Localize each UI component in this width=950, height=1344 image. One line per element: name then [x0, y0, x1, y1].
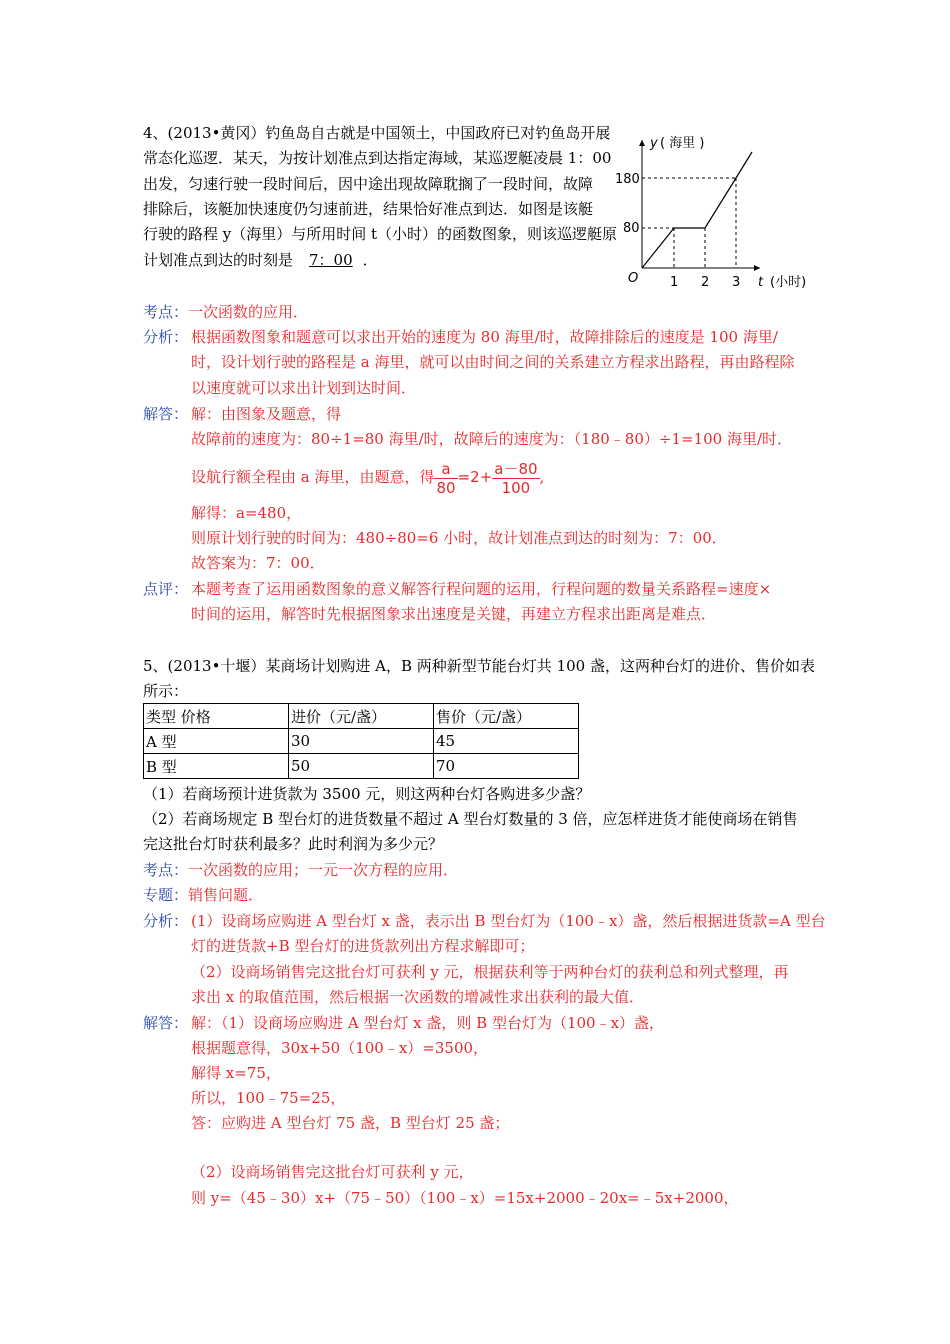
q4-text-line-4: 排除后，该艇加快速度仍匀速前进，结果恰好准点到达．如图是该艇: [143, 200, 594, 218]
q4-text-line-3: 出发，匀速行驶一段时间后，因中途出现故障耽搁了一段时间，故障: [143, 175, 594, 193]
q4-frac-a-minus-80-over-100: [492, 460, 539, 497]
q4-jieda-line-4: 解得：a=480，: [191, 504, 302, 522]
q4-text-line-5: 行驶的路程 y（海里）与所用时间 t（小时）的函数图象，则该巡逻艇原: [143, 225, 618, 243]
frac1-numerator: a: [434, 460, 457, 479]
q5-fenxi-line-4: 求出 x 的取值范围，然后根据一次函数的增减性求出获利的最大值．: [191, 988, 644, 1006]
q5-jieda-line-3: 解得 x=75，: [191, 1064, 281, 1082]
frac2-denominator: 100: [501, 478, 531, 497]
q4-fenxi-line-1: 根据函数图象和题意可以求出开始的速度为 80 海里/时，故障排除后的速度是 100 海里/: [191, 328, 778, 346]
q5-jieda-line-6: （2）设商场销售完这批台灯可获利 y 元，: [191, 1163, 474, 1181]
table-row: [144, 729, 579, 754]
x-tick-1: 1: [670, 275, 679, 290]
q4-equation-mid: =2+: [457, 468, 493, 486]
q5-fenxi-line-3: （2）设商场销售完这批台灯可获利 y 元，根据获利等于两种台灯的获利总和列式整理，再: [191, 963, 789, 981]
q4-text-line-6: [143, 248, 378, 273]
table-row: [144, 754, 579, 779]
x-axis-label: t: [758, 275, 764, 290]
q4-dianping-label: 点评：: [143, 580, 189, 598]
q4-equation-prefix: 设航行额全程由 a 海里，由题意，得: [191, 468, 435, 486]
y-axis-unit: ( 海里 ): [660, 136, 705, 151]
q5-jieda-line-7: 则 y=（45﹣30）x+（75﹣50）（100﹣x）=15x+2000﹣20x=﹣5x+2000，: [191, 1189, 739, 1207]
q4-distance-time-graph: [612, 126, 827, 296]
table-header-row: [144, 704, 579, 729]
q5-jieda-label: 解答：: [143, 1014, 189, 1032]
table-header-cell: 类型 价格: [144, 704, 289, 729]
q4-equation-end: ,: [539, 468, 545, 486]
q4-jieda-label: 解答：: [143, 405, 189, 423]
table-cell: 70: [434, 754, 579, 779]
origin-label: O: [628, 271, 639, 286]
q4-question-suffix: ．: [362, 251, 378, 269]
q4-fenxi-line-3: 以速度就可以求出计划到达时间．: [191, 379, 417, 397]
table-cell: 30: [289, 729, 434, 754]
q5-kaodian-label: 考点：: [143, 861, 189, 879]
q5-text-line-1: 5、(2013•十堰）某商场计划购进 A，B 两种新型节能台灯共 100 盏，这两种台灯的进价、售价如表: [143, 657, 815, 675]
q5-text-line-2: 所示：: [143, 682, 189, 700]
q5-sub2-line-1: （2）若商场规定 B 型台灯的进货数量不超过 A 型台灯数量的 3 倍，应怎样进货才能使商场在销售: [143, 810, 798, 828]
q5-kaodian: [143, 858, 458, 883]
q5-zhuanti: [143, 883, 263, 908]
table-header-cell: 进价（元/盏）: [289, 704, 434, 729]
q4-jieda-line-2: 故障前的速度为：80÷1=80 海里/时，故障后的速度为：（180﹣80）÷1=100 海里/时．: [191, 430, 793, 448]
frac1-denominator: 80: [436, 478, 456, 497]
q5-jieda-line-2: 根据题意得，30x+50（100﹣x）=3500，: [191, 1039, 489, 1057]
q4-text-line-2: 常态化巡逻．某天，为按计划准点到达指定海域，某巡逻艇凌晨 1：00: [143, 149, 612, 167]
q4-jieda-line-5: 则原计划行驶的时间为：480÷80=6 小时，故计划准点到达的时刻为：7：00．: [191, 529, 727, 547]
x-axis-unit: (小时): [770, 275, 807, 290]
frac2-numerator: a－80: [494, 459, 538, 478]
q5-sub2-line-2: 完这批台灯时获利最多？此时利润为多少元？: [143, 835, 444, 853]
q4-kaodian-label: 考点：: [143, 303, 189, 321]
q5-fenxi-line-1: (1）设商场应购进 A 型台灯 x 盏，表示出 B 型台灯为（100﹣x）盏，然后根据进货款=A 型台: [191, 912, 826, 930]
q5-jieda-line-1: 解：（1）设商场应购进 A 型台灯 x 盏，则 B 型台灯为（100﹣x）盏，: [191, 1014, 665, 1032]
q4-fenxi-line-2: 时，设计划行驶的路程是 a 海里，就可以由时间之间的关系建立方程求出路程，再由路程除: [191, 353, 795, 371]
y-tick-180: 180: [615, 172, 640, 187]
x-tick-2: 2: [701, 275, 710, 290]
q4-dianping-line-1: 本题考查了运用函数图象的意义解答行程问题的运用，行程问题的数量关系路程=速度×: [191, 580, 772, 598]
table-cell: B 型: [144, 754, 289, 779]
q4-text-line-1: 4、(2013•黄冈）钓鱼岛自古就是中国领土，中国政府已对钓鱼岛开展: [143, 124, 611, 142]
q5-fenxi-line-2: 灯的进货款+B 型台灯的进货款列出方程求解即可；: [191, 937, 535, 955]
table-cell: A 型: [144, 729, 289, 754]
y-tick-80: 80: [623, 221, 640, 236]
q4-kaodian-text: 一次函数的应用．: [188, 303, 309, 321]
q5-sub1: （1）若商场预计进货款为 3500 元，则这两种台灯各购进多少盏？: [143, 785, 591, 803]
q4-dianping-line-2: 时间的运用，解答时先根据图象求出速度是关键，再建立方程求出距离是难点．: [191, 605, 717, 623]
q5-jieda-line-5: 答：应购进 A 型台灯 75 盏，B 型台灯 25 盏；: [191, 1114, 510, 1132]
q5-price-table: [143, 703, 579, 779]
y-axis-label: y: [650, 136, 658, 151]
q5-zhuanti-text: 销售问题．: [188, 886, 264, 904]
q4-kaodian: [143, 300, 308, 325]
q4-jieda-line-6: 故答案为：7：00．: [191, 554, 325, 572]
q5-zhuanti-label: 专题：: [143, 886, 189, 904]
q4-jieda-line-3: [191, 455, 544, 499]
x-tick-3: 3: [732, 275, 741, 290]
table-cell: 50: [289, 754, 434, 779]
q5-fenxi-label: 分析：: [143, 912, 189, 930]
q4-fenxi-label: 分析：: [143, 328, 189, 346]
table-header-cell: 售价（元/盏）: [434, 704, 579, 729]
q4-answer-blank: 7：00: [309, 251, 353, 269]
table-cell: 45: [434, 729, 579, 754]
q5-kaodian-text: 一次函数的应用；一元一次方程的应用．: [188, 861, 459, 879]
q4-question-prefix: 计划准点到达的时刻是: [143, 251, 294, 269]
q4-jieda-line-1: 解：由图象及题意，得: [191, 405, 342, 423]
q4-frac-a-over-80: [434, 460, 457, 497]
q5-jieda-line-4: 所以，100﹣75=25，: [191, 1089, 346, 1107]
